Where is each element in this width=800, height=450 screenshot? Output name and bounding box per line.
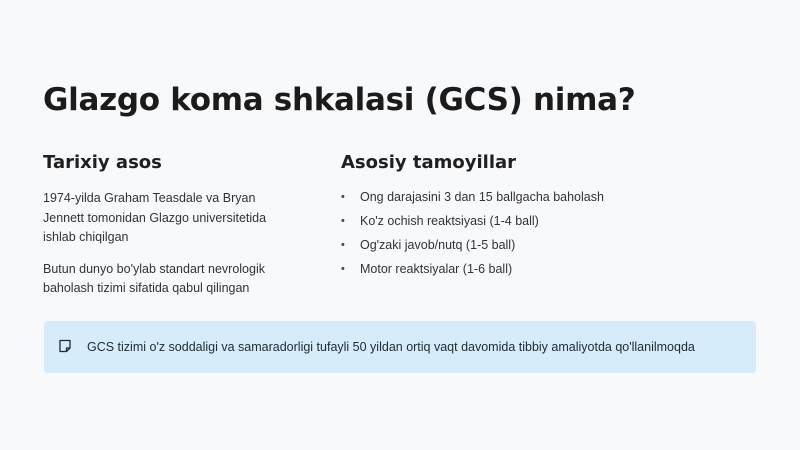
principles-heading: Asosiy tamoyillar <box>341 152 517 173</box>
history-paragraph: 1974-yilda Graham Teasdale va Bryan Jennett tomonidan Glazgo universitetida ishlab chiqilgan <box>43 191 267 244</box>
principles-item-text: Motor reaktsiyalar (1-6 ball) <box>360 262 513 276</box>
principles-item-text: Ko'z ochish reaktsiyasi (1-4 ball) <box>360 214 539 228</box>
bullet-icon: • <box>341 215 345 227</box>
info-callout <box>44 321 756 373</box>
principles-list-item <box>341 237 761 253</box>
principles-list-item <box>341 189 761 205</box>
callout-text: GCS tizimi o'z soddaligi va samaradorligi tufayli 50 yildan ortiq vaqt davomida tibbiy amaliyotda qo'llanilmoqda <box>87 340 695 354</box>
history-paragraph: Butun dunyo bo'ylab standart nevrologik baholash tizimi sifatida qabul qilingan <box>43 261 265 295</box>
principles-list-item <box>341 213 761 229</box>
principles-item-text: Ong darajasini 3 dan 15 ballgacha baholash <box>360 190 604 204</box>
principles-list <box>341 189 761 277</box>
bullet-icon: • <box>341 263 345 275</box>
slide-title: Glazgo koma shkalasi (GCS) nima? <box>43 82 636 118</box>
principles-list-item <box>341 261 761 277</box>
principles-column <box>341 150 761 285</box>
bullet-icon: • <box>341 239 345 251</box>
principles-item-text: Og'zaki javob/nutq (1-5 ball) <box>360 238 516 252</box>
history-column <box>43 150 293 299</box>
bullet-icon: • <box>341 191 345 203</box>
history-heading: Tarixiy asos <box>43 152 162 173</box>
note-icon <box>58 339 72 353</box>
